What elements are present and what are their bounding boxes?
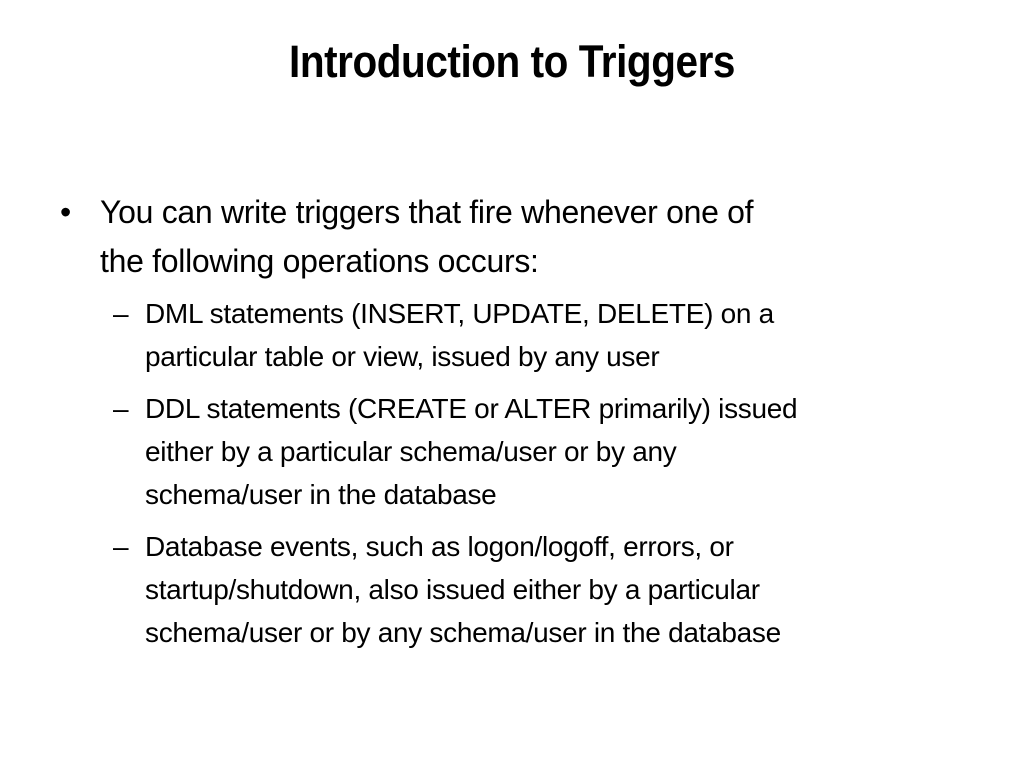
sub-bullet-database-events [0, 525, 955, 654]
dash-marker: – [113, 298, 129, 329]
sub-bullet-text-line: DDL statements (CREATE or ALTER primarily) issued [145, 393, 798, 424]
sub-bullet-text-line: DML statements (INSERT, UPDATE, DELETE) on a [145, 298, 774, 329]
sub-bullet-text-line: schema/user in the database [145, 479, 497, 510]
slide-content [0, 188, 1024, 663]
sub-bullet-text-line: schema/user or by any schema/user in the database [145, 617, 781, 648]
sub-bullet-dml [0, 292, 955, 378]
sub-bullet-ddl [0, 387, 955, 516]
slide-title: Introduction to Triggers [289, 36, 735, 87]
bullet-text-line: You can write triggers that fire whenever one of [100, 194, 754, 230]
dash-marker: – [113, 531, 129, 562]
bullet-text-line: the following operations occurs: [100, 243, 539, 279]
sub-bullet-text-line: startup/shutdown, also issued either by a particular [145, 574, 760, 605]
sub-bullet-text-line: particular table or view, issued by any user [145, 341, 660, 372]
bullet-marker: • [60, 194, 71, 230]
bullet-item [0, 188, 960, 286]
dash-marker: – [113, 393, 129, 424]
sub-bullet-text-line: Database events, such as logon/logoff, errors, or [145, 531, 734, 562]
sub-bullet-list [0, 292, 1024, 654]
sub-bullet-text-line: either by a particular schema/user or by any [145, 436, 677, 467]
